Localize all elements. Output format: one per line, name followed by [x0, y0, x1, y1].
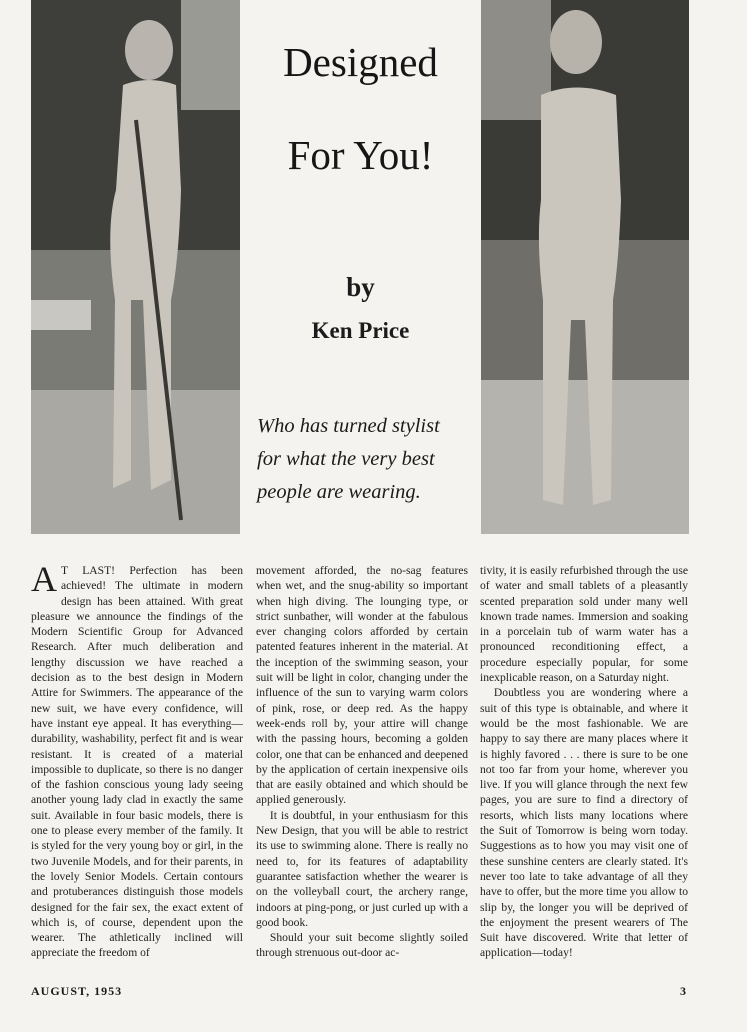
author-name: Ken Price — [311, 318, 410, 343]
subtitle-line: people are wearing. — [257, 481, 421, 503]
paragraph-text: T LAST! Perfection has been achieved! The ultimate in modern design has been attained. With great pleasure we announce the findings of the Modern Scientific Group for Advanced Research. After much deliberation and lengthy discussion we have reached a decision as to the best design in Modern Attire for Swimmers. The appearance of the new suit, we have every confidence, will have instant eye appeal. It has everything—durability, washability, perfect fit and is wear resistant. It is created of a material impossible to duplicate, so there is no danger of the fashion conscious young lady seeing another young lady clad in exactly the same suit. Available in four basic models, there is one to please every member of the family. It is styled for the very young boy or girl, in the two Juvenile Models, and for their parents, in the lovely Senior Models. Certain contours and protuberances distinguish those models designed for the fair sex, the exact extent of which is, of course, dependent upon the wearer. The athletically inclined will appreciate the freedom of — [31, 564, 243, 960]
body-paragraph: tivity, it is easily refurbished through the use of water and small tablets of a pleasantly scented preparation sold under many well known trade names. Immersion and soaking in a porcelain tub of warm water has a pronounced reconditioning effect, a procedure especially popular, for some inexplicable reason, on a Saturday night. — [480, 564, 688, 685]
subtitle-line: for what the very best — [257, 448, 435, 470]
issue-date: AUGUST, 1953 — [31, 984, 123, 998]
byline-by: by — [346, 272, 375, 302]
body-paragraph — [31, 563, 243, 961]
body-column-3 — [480, 563, 688, 973]
drop-cap: A — [31, 563, 57, 599]
title-line-2: For You! — [287, 132, 434, 178]
subtitle-line: Who has turned stylist — [257, 415, 440, 437]
article-title — [248, 39, 473, 178]
subtitle — [257, 410, 477, 509]
photo-left — [31, 0, 240, 534]
body-paragraph: Should your suit become slightly soiled through strenuous out-door ac- — [256, 931, 468, 960]
page-number: 3 — [680, 984, 686, 998]
photo-right — [481, 0, 689, 534]
body-paragraph: It is doubtful, in your enthusiasm for this New Design, that you will be able to restrict its use to swimming alone. There is really no need to, for its features of adaptability guarantee satisfaction whether the wearer is on the volleyball court, the archery range, indoors at ping-pong, or just curled up with a good book. — [256, 808, 468, 929]
body-column-2 — [256, 563, 468, 973]
body-paragraph: Doubtless you are wondering where a suit of this type is obtainable, and where it would be the most fashionable. We are happy to say there are many places where it is highly favored . . . there is sure to be one not too far from your home, wherever you live. If you will glance through the next few pages, you are sure to find a directory of resorts, which lists many locations where the Suit of Tomorrow is being worn today. Suggestions as to how you may visit one of these sunshine centers are clearly stated. It's never too late to take advantage of all they have to offer, but the more time you allow to slip by, the longer you will be deprived of the enjoyment the present wearers of The Suit have discovered. Write that letter of application—today! — [480, 686, 688, 960]
body-paragraph: movement afforded, the no-sag features when wet, and the snug-ability so important when high diving. The lounging type, or strict sunbather, will wonder at the fabulous ever changing colors afforded by certain patented features inherent in the material. At the inception of the swimming season, your suit will be light in color, changing under the influence of the sun to varying warm colors of pink, rose, or deep red. As the happy week-ends roll by, your attire will change with the passing hours, becoming a golden color, one that can be enhanced and deepened by the application of certain inexpensive oils that are easily obtained and which should be applied generously. — [256, 564, 468, 807]
body-column-1 — [31, 563, 243, 973]
title-line-1: Designed — [283, 39, 438, 85]
